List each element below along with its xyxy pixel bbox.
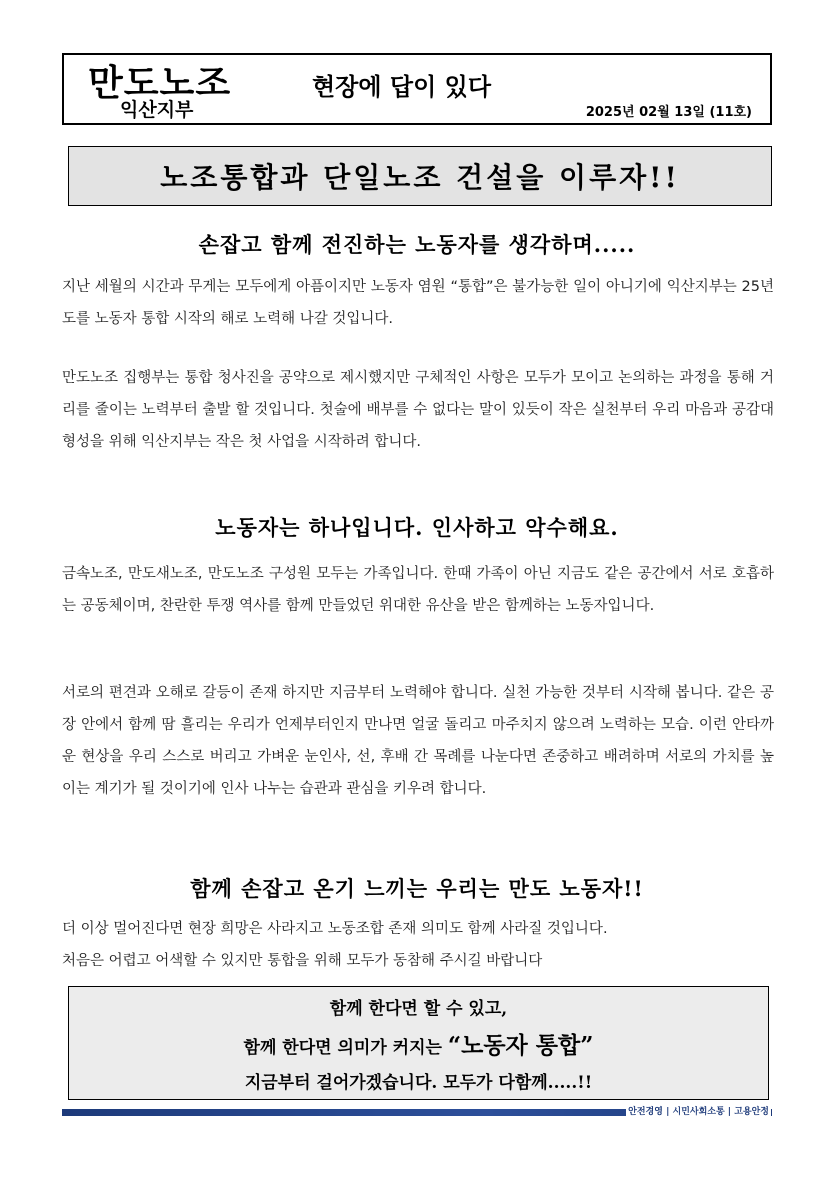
header-box <box>62 53 772 125</box>
paragraph-4: 서로의 편견과 오해로 갈등이 존재 하지만 지금부터 노력해야 합니다. 실천 가능한 것부터 시작해 봅니다. 같은 공장 안에서 함께 땀 흘리는 우리가 언제부터인지 만나면 얼굴 돌리고 마주치지 않으려 노력하는 모습. 이런 안타까운 현상을 우리 스스로 버리고 가벼운 눈인사, 선, 후배 간 목례를 나눈다면 존중하고 배려하며 서로의 가치를 높이는 계기가 될 것이기에 인사 나누는 습관과 관심을 키우려 합니다. <box>62 685 774 797</box>
closing-line-2-text: 함께 한다면 의미가 커지는 <box>243 1037 442 1058</box>
closing-emphasis: “노동자 통합” <box>447 1031 594 1059</box>
issue-date: 2025년 02월 13일 (11호) <box>585 105 752 120</box>
paragraph-1: 지난 세월의 시간과 무게는 모두에게 아픔이지만 노동자 염원 “통합”은 불가능한 일이 아니기에 익산지부는 25년도를 노동자 통합 시작의 해로 노력해 나갈 것입니다. <box>62 279 774 327</box>
footer-motto: 안전경영 | 시민사회소통 | 고용안정 <box>628 1107 769 1117</box>
section-heading-3: 함께 손잡고 온기 느끼는 우리는 만도 노동자!! <box>190 876 644 901</box>
main-title: 노조통합과 단일노조 건설을 이루자!! <box>160 161 680 194</box>
section-heading-2: 노동자는 하나입니다. 인사하고 악수해요. <box>215 515 619 540</box>
paragraph-2: 만도노조 집행부는 통합 청사진을 공약으로 제시했지만 구체적인 사항은 모두가 모이고 논의하는 과정을 통해 거리를 줄이는 노력부터 출발 할 것입니다. 첫술에 배부를 수 없다는 말이 있듯이 작은 실천부터 우리 마음과 공감대 형성을 위해 익산지부는 작은 첫 사업을 시작하려 합니다. <box>62 370 774 450</box>
paragraph-3: 금속노조, 만도새노조, 만도노조 구성원 모두는 가족입니다. 한때 가족이 아닌 지금도 같은 공간에서 서로 호흡하는 공동체이며, 찬란한 투쟁 역사를 함께 만들었던 위대한 유산을 받은 함께하는 노동자입니다. <box>62 566 774 614</box>
closing-line-2 <box>244 1027 594 1060</box>
closing-line-1: 함께 한다면 할 수 있고, <box>329 998 508 1019</box>
closing-box <box>68 986 769 1100</box>
paragraph-6: 처음은 어렵고 어색할 수 있지만 통합을 위해 모두가 동참해 주시길 바랍니다 <box>62 953 543 969</box>
paragraph-5: 더 이상 멀어진다면 현장 희망은 사라지고 노동조합 존재 의미도 함께 사라질 것입니다. <box>62 921 608 937</box>
main-title-box <box>68 146 772 206</box>
branch-name: 익산지부 <box>120 99 194 121</box>
closing-line-3: 지금부터 걸어가겠습니다. 모두가 다함께.....!! <box>244 1072 593 1093</box>
section-heading-1: 손잡고 함께 전진하는 노동자를 생각하며..... <box>198 232 636 257</box>
union-logo-text: 만도노조 <box>88 63 232 104</box>
slogan: 현장에 답이 있다 <box>312 73 491 101</box>
